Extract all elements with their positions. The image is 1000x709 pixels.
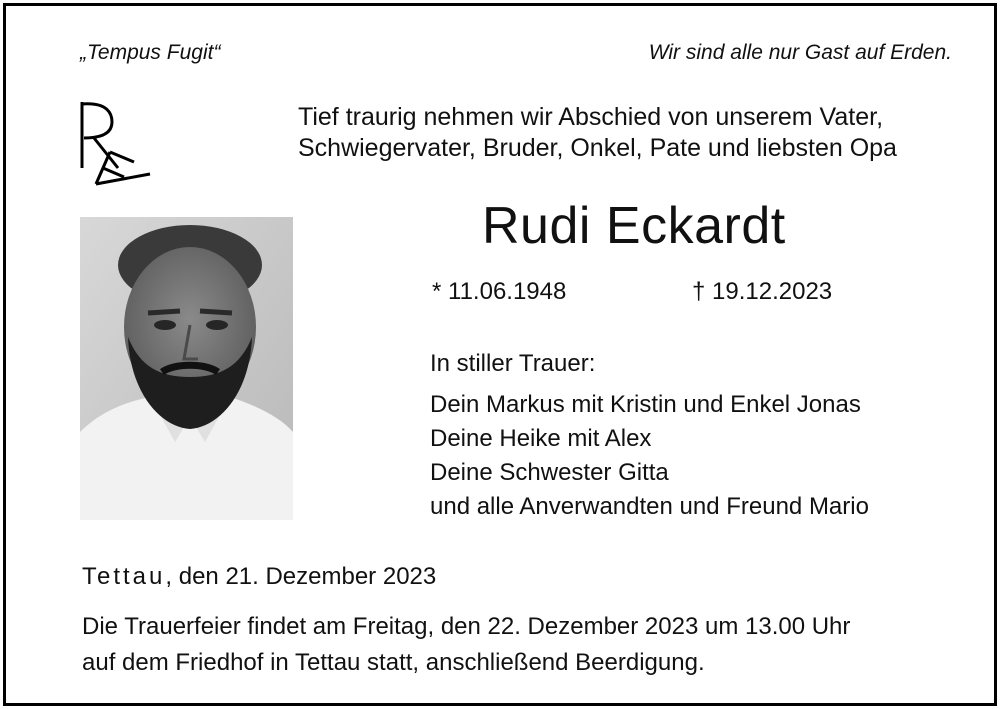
ceremony-line: auf dem Friedhof in Tettau statt, anschließend Beerdigung. (82, 649, 705, 676)
ceremony-line: Die Trauerfeier findet am Freitag, den 22. Dezember 2023 um 13.00 Uhr (82, 613, 851, 640)
motto-left: „Tempus Fugit“ (80, 41, 221, 64)
motto-right: Wir sind alle nur Gast auf Erden. (648, 41, 952, 64)
portrait-photo (80, 217, 293, 520)
deceased-name: Rudi Eckardt (482, 197, 786, 255)
birth-date: * 11.06.1948 (432, 278, 567, 305)
place-and-date (82, 563, 436, 591)
ceremony-info (82, 609, 982, 681)
portrait-image (80, 217, 293, 520)
mourner-entry: und alle Anverwandten und Freund Mario (430, 493, 869, 520)
date-text: , den 21. Dezember 2023 (165, 563, 437, 590)
monogram-logo (78, 98, 158, 190)
mourners-heading: In stiller Trauer: (430, 350, 596, 377)
death-date: † 19.12.2023 (692, 278, 833, 305)
mourner-entry: Deine Heike mit Alex (430, 425, 652, 452)
mourners-list (430, 388, 869, 524)
place-name: Tettau (82, 563, 166, 590)
mourner-entry: Deine Schwester Gitta (430, 459, 669, 486)
intro-text (298, 102, 897, 164)
intro-line: Tief traurig nehmen wir Abschied von unserem Vater, (298, 103, 884, 131)
intro-line: Schwiegervater, Bruder, Onkel, Pate und liebsten Opa (298, 134, 897, 162)
mourner-entry: Dein Markus mit Kristin und Enkel Jonas (430, 391, 861, 418)
